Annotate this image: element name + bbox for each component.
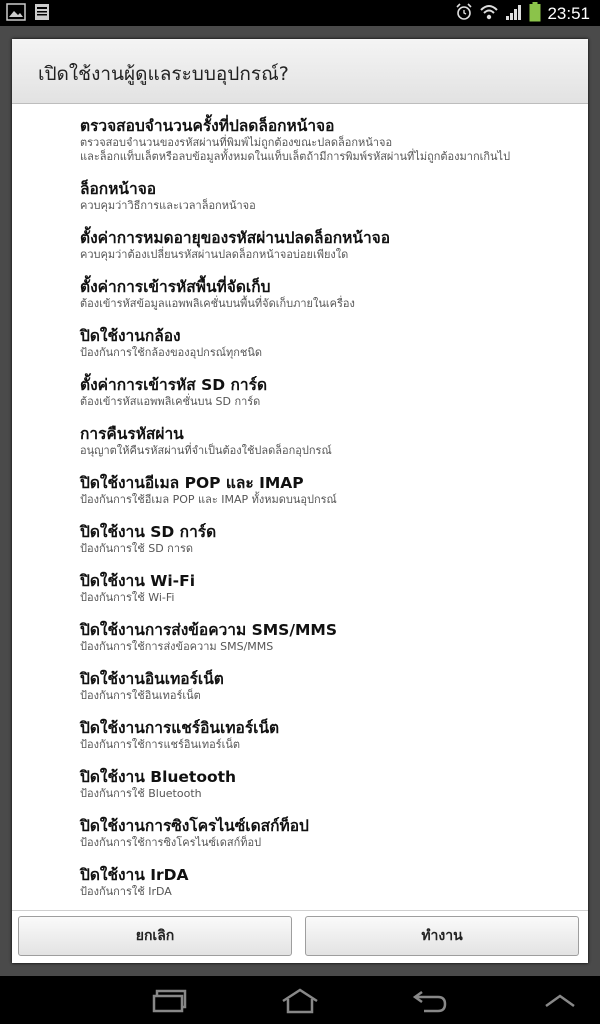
- list-item: [80, 718, 570, 752]
- item-title: ปิดใช้งานอินเทอร์เน็ต: [80, 670, 224, 688]
- item-desc: ควบคุมว่าวิธีการและเวลาล็อกหน้าจอ: [80, 199, 256, 212]
- list-item: [80, 375, 570, 409]
- item-desc: ตรวจสอบจำนวนของรหัสผ่านที่พิมพ์ไม่ถูกต้องขณะปลดล็อกหน้าจอ: [80, 136, 393, 149]
- item-title: ปิดใช้งานการส่งข้อความ SMS/MMS: [80, 621, 338, 639]
- item-desc: ป้องกันการใช้กล้องของอุปกรณ์ทุกชนิด: [80, 346, 262, 359]
- item-desc: ป้องกันการใช้ Bluetooth: [80, 787, 202, 800]
- item-title: ปิดใช้งานการซิงโครไนซ์เดสก์ท็อป: [80, 817, 309, 835]
- item-title: ตรวจสอบจำนวนครั้งที่ปลดล็อกหน้าจอ: [80, 117, 335, 135]
- item-desc: ต้องเข้ารหัสข้อมูลแอพพลิเคชั่นบนพื้นที่จัดเก็บภายในเครื่อง: [80, 297, 355, 310]
- list-item: [80, 816, 570, 850]
- permission-list[interactable]: [12, 104, 588, 909]
- item-title: ตั้งค่าการหมดอายุของรหัสผ่านปลดล็อกหน้าจอ: [80, 229, 391, 247]
- list-item: [80, 424, 570, 458]
- alarm-icon: [455, 3, 473, 25]
- home-icon[interactable]: [270, 984, 330, 1018]
- item-title: ตั้งค่าการเข้ารหัสพื้นที่จัดเก็บ: [80, 278, 271, 296]
- item-desc: ควบคุมว่าต้องเปลี่ยนรหัสผ่านปลดล็อกหน้าจอบ่อยเพียงใด: [80, 248, 349, 261]
- list-item: [80, 179, 570, 213]
- item-title: ปิดใช้งานการแชร์อินเทอร์เน็ต: [80, 719, 280, 737]
- item-desc: ป้องกันการใช้การแชร์อินเทอร์เน็ต: [80, 738, 241, 751]
- item-title: ปิดใช้งานอีเมล POP และ IMAP: [80, 474, 304, 492]
- back-icon[interactable]: [400, 984, 460, 1018]
- item-desc: ต้องเข้ารหัสแอพพลิเคชั่นบน SD การ์ด: [80, 395, 261, 408]
- recent-apps-icon[interactable]: [140, 984, 200, 1018]
- dialog-title: เปิดใช้งานผู้ดูแลระบบอุปกรณ์?: [38, 63, 289, 85]
- button-divider: [12, 910, 588, 911]
- list-item: [80, 473, 570, 507]
- list-item: [80, 571, 570, 605]
- item-desc: ป้องกันการใช้อีเมล POP และ IMAP ทั้งหมดบนอุปกรณ์: [80, 493, 337, 506]
- status-time: 23:51: [547, 4, 590, 23]
- status-bar: [0, 0, 600, 26]
- item-desc: ป้องกันการใช้อินเทอร์เน็ต: [80, 689, 201, 702]
- item-desc: ป้องกันการใช้ SD การด: [80, 542, 194, 555]
- item-title: ล็อกหน้าจอ: [80, 180, 157, 198]
- item-desc: อนุญาตให้คืนรหัสผ่านที่จำเป็นต้องใช้ปลดล็อกอุปกรณ์: [80, 444, 332, 457]
- signal-icon: [505, 3, 523, 25]
- dialog-header: [12, 39, 588, 104]
- item-title: ปิดใช้งาน SD การ์ด: [80, 523, 217, 541]
- list-item: [80, 228, 570, 262]
- item-title: ปิดใช้งานกล้อง: [80, 327, 181, 345]
- item-desc: ป้องกันการใช้ Wi-Fi: [80, 591, 175, 604]
- list-item: [80, 865, 570, 899]
- item-desc: ป้องกันการใช้การส่งข้อความ SMS/MMS: [80, 640, 274, 653]
- list-item: [80, 326, 570, 360]
- item-title: การคืนรหัสผ่าน: [80, 425, 184, 443]
- item-title: ตั้งค่าการเข้ารหัส SD การ์ด: [80, 376, 268, 394]
- list-item: [80, 277, 570, 311]
- battery-icon: [529, 2, 541, 26]
- item-desc: ป้องกันการใช้ IrDA: [80, 885, 172, 898]
- navigation-bar: [0, 976, 600, 1024]
- item-desc: และล็อกแท็บเล็ตหรือลบข้อมูลทั้งหมดในแท็บเล็ตถ้ามีการพิมพ์รหัสผ่านที่ไม่ถูกต้องมากเกินไป: [80, 150, 511, 163]
- menu-up-icon[interactable]: [530, 984, 590, 1018]
- list-item: [80, 767, 570, 801]
- list-item: [80, 116, 570, 164]
- gallery-icon: [6, 3, 26, 25]
- item-title: ปิดใช้งาน Bluetooth: [80, 768, 237, 786]
- item-desc: ป้องกันการใช้การซิงโครไนซ์เดสก์ท็อป: [80, 836, 262, 849]
- item-title: ปิดใช้งาน IrDA: [80, 866, 189, 884]
- item-title: ปิดใช้งาน Wi-Fi: [80, 572, 196, 590]
- device-admin-dialog: [12, 39, 588, 963]
- list-item: [80, 522, 570, 556]
- activate-button[interactable]: ทำงาน: [305, 916, 579, 956]
- list-item: [80, 669, 570, 703]
- list-item: [80, 620, 570, 654]
- wifi-icon: [479, 3, 499, 25]
- cancel-button[interactable]: ยกเลิก: [18, 916, 292, 956]
- document-icon: [34, 3, 50, 25]
